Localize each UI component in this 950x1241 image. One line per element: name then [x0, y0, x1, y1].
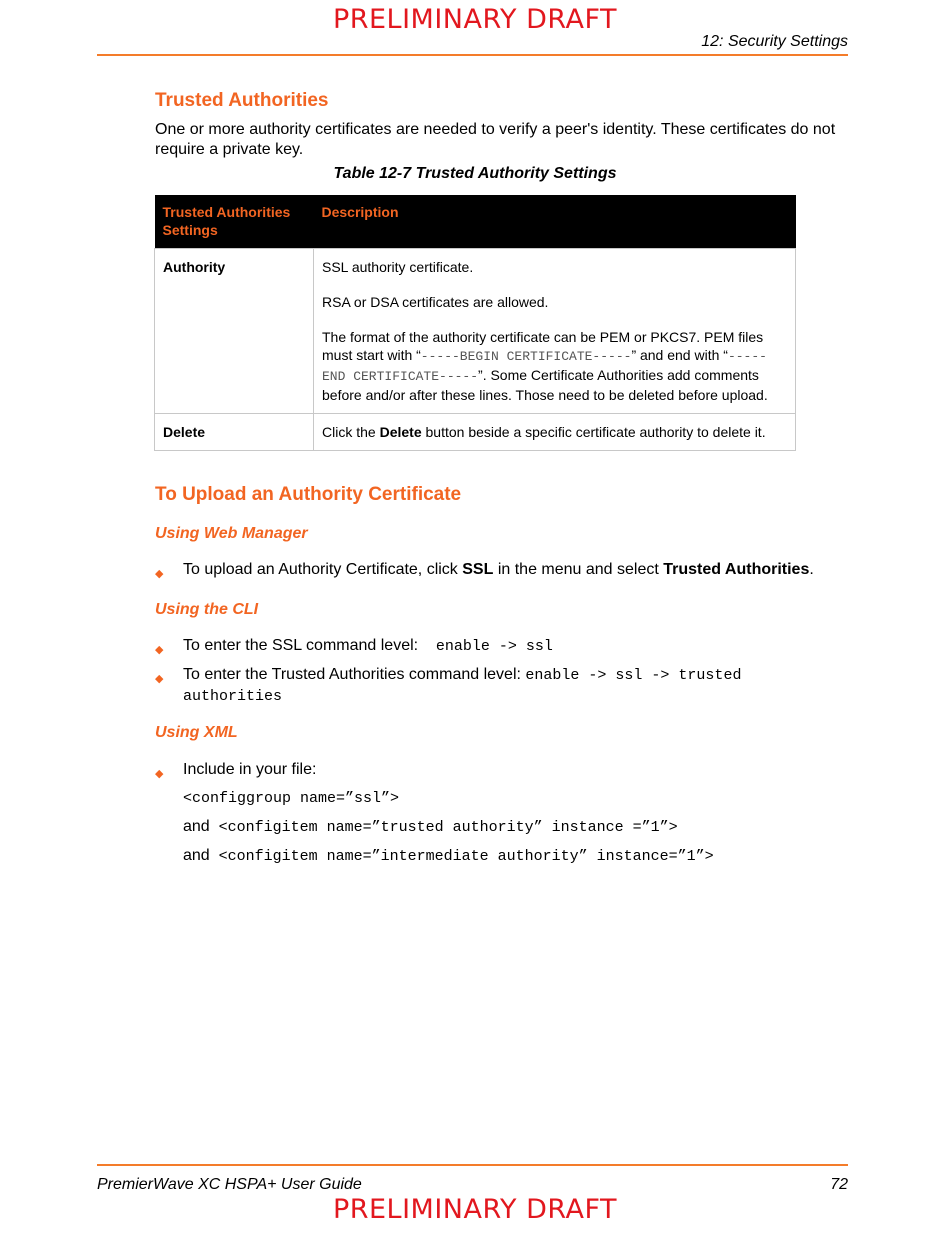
table-cell-authority: Authority — [155, 248, 314, 413]
trusted-authority-settings-table — [154, 195, 796, 451]
diamond-bullet-icon: ◆ — [155, 673, 164, 685]
cli-text: To enter the Trusted Authorities command level: — [183, 666, 521, 683]
footer-guide-title: PremierWave XC HSPA+ User Guide — [97, 1176, 362, 1193]
table-row — [155, 413, 796, 450]
cli-code: authorities — [183, 688, 283, 705]
xml-line — [183, 818, 678, 836]
xml-and: and — [183, 847, 210, 864]
watermark-top: PRELIMINARY DRAFT — [332, 4, 618, 35]
table-cell-delete-description — [314, 413, 796, 450]
web-text: . — [809, 561, 814, 578]
footer-rule — [97, 1164, 848, 1166]
subsection-title-web-manager: Using Web Manager — [155, 525, 308, 542]
intro-paragraph: One or more authority certificates are needed to verify a peer's identity. These certificates do not require a private key. — [155, 121, 836, 158]
table-cell-delete: Delete — [155, 413, 314, 450]
table-caption: Table 12-7 Trusted Authority Settings — [333, 165, 617, 182]
table-row — [155, 248, 796, 413]
xml-code: <configitem name=”intermediate authority” instance=”1”> — [218, 848, 714, 865]
web-text: in the menu and select — [493, 561, 664, 578]
delete-text: button beside a specific certificate authority to delete it. — [421, 423, 766, 440]
section-title-trusted-authorities: Trusted Authorities — [155, 90, 329, 111]
xml-line — [183, 789, 399, 807]
format-text: ”. Some Certificate Authorities add comments before and/or after these lines. Those need to be deleted before upload. — [322, 366, 768, 403]
diamond-bullet-icon: ◆ — [155, 644, 164, 656]
format-text: The format of the authority certificate can be PEM or PKCS7. PEM files must start with “ — [322, 328, 764, 363]
bullet-text — [183, 665, 823, 707]
section-title-upload: To Upload an Authority Certificate — [155, 484, 462, 505]
header-rule — [97, 54, 848, 56]
chapter-title: 12: Security Settings — [701, 33, 848, 50]
web-ssl-bold: SSL — [462, 561, 494, 578]
xml-code: <configitem name=”trusted authority” instance =”1”> — [218, 819, 678, 836]
delete-text: Click the — [322, 423, 380, 440]
cli-code: enable -> ssl — [435, 638, 553, 655]
bullet-text: Include in your file: — [183, 761, 317, 778]
diamond-bullet-icon: ◆ — [155, 568, 164, 580]
xml-line — [183, 847, 714, 865]
delete-bold: Delete — [379, 423, 422, 440]
table-header-settings: Trusted Authorities Settings — [155, 195, 314, 248]
authority-desc-line: RSA or DSA certificates are allowed. — [322, 293, 549, 310]
xml-and: and — [183, 818, 210, 835]
table-header-row — [155, 195, 796, 248]
format-text: ” and end with “ — [631, 346, 728, 363]
subsection-title-cli: Using the CLI — [155, 601, 259, 618]
table-header-description: Description — [314, 195, 796, 248]
bullet-text — [183, 636, 823, 657]
begin-marker: -----BEGIN CERTIFICATE----- — [420, 348, 632, 364]
page-number: 72 — [830, 1176, 848, 1193]
authority-desc-line: SSL authority certificate. — [322, 258, 474, 275]
watermark-bottom: PRELIMINARY DRAFT — [332, 1194, 618, 1225]
web-text: To upload an Authority Certificate, click — [183, 561, 463, 578]
web-trusted-bold: Trusted Authorities — [663, 561, 810, 578]
xml-code: <configgroup name=”ssl”> — [183, 790, 400, 807]
bullet-text — [183, 560, 823, 580]
cli-text: To enter the SSL command level: — [183, 637, 419, 654]
authority-desc-format — [322, 328, 787, 404]
cli-code: enable -> ssl -> trusted — [525, 667, 742, 684]
table-cell-authority-description — [314, 248, 796, 413]
diamond-bullet-icon: ◆ — [155, 768, 164, 780]
subsection-title-xml: Using XML — [155, 724, 238, 741]
end-marker: -----END CERTIFICATE----- — [322, 348, 767, 384]
